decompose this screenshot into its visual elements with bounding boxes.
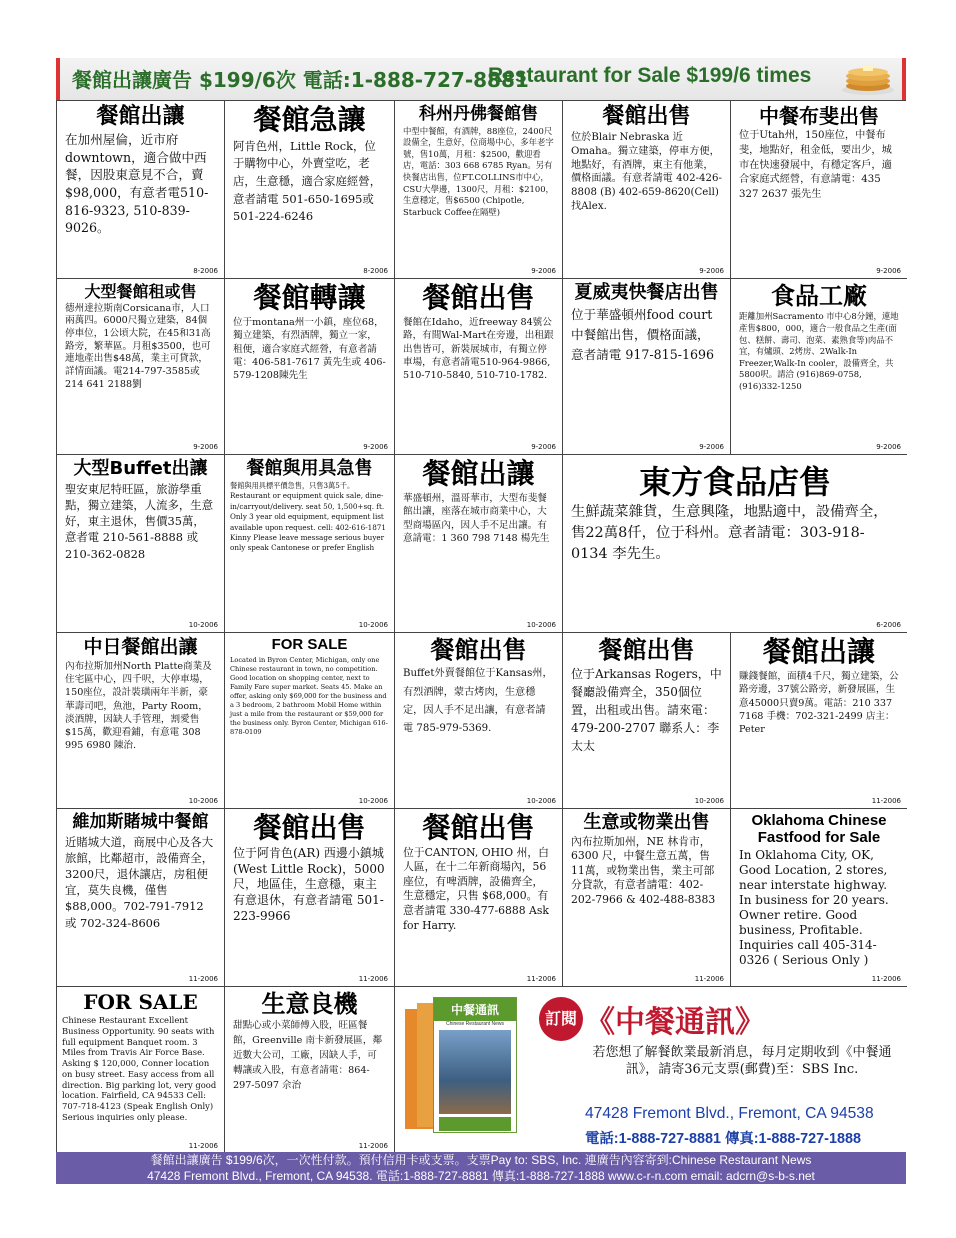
ad-date: 10-2006: [188, 621, 218, 629]
subscribe-badge: 訂閱: [539, 997, 583, 1041]
ad-cell: [563, 279, 731, 455]
ad-body: 阿肯色州，Little Rock，位于購物中心，外賣堂吃，老店，生意穩，適合家庭經營，意者請電 501-650-1695或 501-224-6246: [233, 138, 382, 224]
magazine-subtitle: Chinese Restaurant News: [445, 1021, 505, 1027]
ad-body: 甜點心或小菜師傅入股，旺區餐館，Greenville 南卡新發展區，鄰近數大公司，工廠，因缺人手，可轉讓或入股，有意者請電：864-297-5097 佘治: [233, 1020, 383, 1091]
ad-date: 11-2006: [871, 797, 901, 805]
ad-title: 餐館出售: [422, 281, 535, 314]
ad-title: 夏威夷快餐店出售: [574, 282, 719, 303]
ad-cell: [57, 633, 225, 809]
ad-date: 9-2006: [531, 443, 556, 451]
ad-title: 維加斯賭城中餐館: [72, 812, 209, 832]
ad-date: 6-2006: [876, 621, 901, 629]
pancake-icon: [840, 62, 896, 96]
ad-body: 位于阿肯色(AR) 西邊小鎮城(West Little Rock)，5000 尺，地區佳，生意穩，東主有意退休，有意者請電 501-223-9966: [233, 845, 389, 924]
ad-body: 位于Arkansas Rogers，中餐廳設備齊全，350個位置，出租或出售。請來電：479-200-2707 聯系人：李太太: [571, 667, 722, 754]
ad-cell: [563, 633, 731, 809]
ad-title: 餐館出售: [253, 811, 366, 844]
ad-title: 中餐布斐出售: [759, 104, 879, 128]
ad-date: 10-2006: [188, 797, 218, 805]
ad-date: 10-2006: [358, 621, 388, 629]
page-footer: [56, 1152, 906, 1184]
ad-cell: [731, 279, 907, 455]
ad-body: 位于Utah州，150座位，中餐布斐，地點好，租金低，要出少，城市在快速發展中，有穩定客戶，適合家庭式經營，有意請電：435 327 2637 張先生: [739, 130, 892, 201]
ad-title: 東方食品店售: [638, 463, 831, 501]
ad-body: 中型中餐館，有酒牌，88座位，2400尺設備全，生意好，位商場中心，多年老字號，售10萬，月租：$2500，歡迎看店，電話：303 668 6785 Ryan。另有快餐店出售，位FT.COLLINS市中心，CSU大學邊，1300尺，月租：$2100，生意穩定，售$6500 (Chipotle, Starbuck Coffee在隔壁): [403, 125, 554, 217]
ad-cell: [225, 455, 395, 633]
ad-date: 9-2006: [699, 443, 724, 451]
ad-date: 9-2006: [193, 443, 218, 451]
ad-cell: [225, 633, 395, 809]
ad-cell: [731, 809, 907, 987]
ad-cell: [731, 633, 907, 809]
ad-body: 近賭城大道，商展中心及各大旅館，比鄰超市，設備齊全，3200尺，退休讓店，房租便宜，莫失良機，僅售$88,000。702-791-7912 或 702-324-8606: [65, 834, 214, 930]
ad-cell: [57, 455, 225, 633]
ad-cell: [395, 809, 563, 987]
ad-date: 9-2006: [876, 443, 901, 451]
promo-phones: 電話:1-888-727-8881 傳真:1-888-727-1888: [585, 1131, 861, 1147]
ad-title: 餐館轉讓: [253, 281, 366, 314]
ad-title: 餐館出讓: [96, 104, 185, 129]
subscription-promo: [395, 987, 907, 1153]
ad-body: 賺錢餐館，面積4千尺，獨立建築，公路旁邊，37號公路旁，新發展區，生意45000只賣9萬。電話：210 337 7168 手機：702-321-2499 店主：Peter: [739, 670, 899, 736]
ad-date: 10-2006: [526, 797, 556, 805]
ad-date: 11-2006: [188, 1142, 218, 1150]
ad-title: 餐館出售: [430, 636, 527, 664]
ad-body: 內布拉斯加州North Platte商業及住宅區中心，四千呎，大停車場，150座位，設計裝璜兩年半新，豪華壽司吧，魚池，Party Room，淡酒牌，因缺人手管理，割愛售$15萬，歡迎看鋪，有意電 308 995 6980 陳治.: [65, 660, 212, 752]
ad-cell: [57, 987, 225, 1153]
ad-cell: [225, 987, 395, 1153]
ad-body: Located in Byron Center, Michigan, only one Chinese restaurant in town, no competition. Good location on shopping center, next to Family Fare super market. Seats 45. Make an offer, asking only $69,000 for the business and a 3 bedroom, 2 bathroom Mobil Home within just a mile from the restaurant or $59,000 for the business only. Byron Center, Michigan 616-878-0109: [230, 655, 389, 737]
footer-line-2: 47428 Fremont Blvd., Fremont, CA 94538. 電話:1-888-727-8881 傳真:1-888-727-1888 www.c-r-n.com email: adcrn@s-b-s.net: [147, 1169, 815, 1183]
ad-body: In Oklahoma City, OK, Good Location, 2 stores, near interstate highway. In business for 20 years. Owner retire. Good business, Profitable. Inquiries call 405-314-0326 ( Serious Only ): [739, 848, 893, 967]
ad-title: 餐館出售: [602, 104, 691, 129]
ad-body: 位于montana州一小鎮，座位68，獨立建築，有烈酒牌，獨立一家，租便，適合家庭式經營，有意者請電：406-581-7617 黃先生或 406-579-1208陳先生: [233, 316, 386, 382]
ad-cell: [57, 101, 225, 279]
ad-body: Chinese Restaurant Excellent Business Opportunity. 90 seats with full equipment Banquet room. 3 Miles from Travis Air Force Base. Asking $ 120,000, Conner location on busy street. Easy access from all direction. Big parking lot, very good location. Fairfield, CA 94533 Cell: 707-718-4123 (Speak English Only) Serious inquiries only please.: [62, 1015, 219, 1122]
ad-cell: [395, 101, 563, 279]
header-english-text: Restaurant for Sale $199/6 times: [488, 64, 812, 87]
promo-address: 47428 Fremont Blvd., Fremont, CA 94538: [585, 1105, 874, 1122]
ad-title: 生意良機: [261, 990, 358, 1018]
ad-body: 餐館與用具標平價急售，只售3萬5千。Restaurant or equipment quick sale, dine-in/carryout/delivery. seat 50, 1,500+sq. ft. Only 3 year old equipment, equipment list available upon request. cell: 402-616-1871 Kinny Please leave message serious buyer only speak Cantonese or prefer English: [230, 480, 389, 553]
ad-title: 中日餐館出讓: [83, 636, 198, 658]
ad-title: 餐館出售: [422, 811, 535, 844]
ad-title: 科州丹佛餐館售: [419, 104, 538, 124]
ad-body: 生鮮蔬菜雜貨，生意興隆，地點適中，設備齊全，售22萬8仟，位于科州。意者請電：303-918-0134 李先生。: [571, 504, 888, 562]
ad-body: 位於Blair Nebraska 近Omaha。獨立建築，停車方便，地點好，有酒牌，東主有他業，價格面議。有意者請電 402-426-8808 (B) 402-659-8620(Cell) 找Alex.: [571, 132, 723, 213]
ad-cell: [563, 101, 731, 279]
ad-title: 大型Buffet出讓: [73, 458, 208, 479]
ad-title: 餐館與用具急售: [246, 458, 373, 479]
ad-date: 9-2006: [363, 443, 388, 451]
ad-cell: [225, 101, 395, 279]
ad-title: 餐館出售: [598, 636, 695, 664]
magazine-photo: [439, 1030, 511, 1114]
ad-title: FOR SALE: [83, 990, 198, 1014]
ad-title: FOR SALE: [271, 636, 348, 653]
ad-date: 9-2006: [699, 267, 724, 275]
ad-cell: [563, 809, 731, 987]
ad-cell: [563, 455, 907, 633]
ad-body: 在加州屋倫，近市府downtown，適合做中西餐，因股東意見不合，賣$98,000，有意者電510-816-9323, 510-839-9026。: [65, 132, 209, 236]
page-header: [56, 58, 906, 100]
ads-grid: [56, 100, 906, 1152]
ad-title: Oklahoma Chinese Fastfood for Sale: [751, 812, 887, 846]
ad-cell: [57, 809, 225, 987]
ad-body: 內布拉斯加州，NE 林肯市，6300 尺，中餐生意五萬，售11萬，或物業出售，業主可部分貸款，有意者請電：402-202-7966 & 402-488-8383: [571, 834, 716, 907]
ad-body: 華盛頓州，溫哥華市，大型布斐餐館出讓，座落在城市商業中心，大型商場區內，因人手不足出讓。有意請電：1 360 798 7148 楊先生: [403, 492, 550, 545]
ad-date: 8-2006: [363, 267, 388, 275]
ad-date: 10-2006: [694, 797, 724, 805]
ad-body: 位于CANTON, OHIO 州，白人區，在十二年新商場內，56座位，有啤酒牌，設備齊全，生意穩定，只售 $68,000。有意者請電 330-477-6888 Ask for Harry.: [403, 845, 553, 932]
ad-date: 11-2006: [694, 975, 724, 983]
ad-date: 11-2006: [358, 1142, 388, 1150]
ad-body: 位于華盛頓州food court 中餐館出售，價格面議，意者請電 917-815-1696: [571, 306, 717, 363]
ad-date: 9-2006: [876, 267, 901, 275]
ad-cell: [395, 455, 563, 633]
ad-date: 10-2006: [526, 621, 556, 629]
footer-line-1: 餐館出讓廣告 $199/6次，一次性付款。預付信用卡或支票。支票Pay to: SBS, Inc. 連廣告內容寄到:Chinese Restaurant News: [150, 1153, 812, 1167]
ad-date: 9-2006: [531, 267, 556, 275]
ad-body: 餐館在Idaho，近freeway 84號公路，有間Wal-Mart在旁邊，出租跟出售皆可，新裝展城市，有獨立停車場，有意者請電510-964-9866, 510-710-5840, 510-710-1782.: [403, 316, 554, 382]
ad-cell: [225, 279, 395, 455]
ad-cell: [225, 809, 395, 987]
ad-date: 11-2006: [526, 975, 556, 983]
promo-text: 若您想了解餐飲業最新消息，每月定期收到《中餐通訊》，請寄36元支票(郵費)至：SBS Inc.: [592, 1045, 892, 1077]
ad-title: 餐館急讓: [253, 103, 366, 136]
header-chinese-text: 餐館出讓廣告 $199/6次 電話:1-888-727-8881: [72, 68, 529, 92]
ad-body: 距離加州Sacramento 市中心8分鐘，連地產售$800，000，適合一般食品之生產(面包、糕餅、壽司、泡菜、素熟食等)肉品不宜，有爐頭、2烤房、2Walk-In Freezer,Walk-In cooler，設備齊全，共5800呎。請洽 (916)869-0758, (916)332-1250: [739, 311, 899, 391]
ad-cell: [731, 101, 907, 279]
ad-body: Buffet外賣餐館位于Kansas州，有烈酒牌，蒙古烤肉，生意穩定，因人手不足出讓，有意者請電 785-979-5369.: [403, 668, 553, 735]
magazine-cover-front: [433, 997, 517, 1133]
promo-title: 《中餐通訊》: [585, 1005, 765, 1040]
ad-title: 生意或物業出售: [583, 812, 710, 833]
ad-cell: [57, 279, 225, 455]
ad-title: 大型餐館租或售: [84, 282, 197, 301]
ad-date: 11-2006: [871, 975, 901, 983]
ad-date: 8-2006: [193, 267, 218, 275]
ad-body: 聖安東尼特旺區，旅游學重點，獨立建築，人流多，生意好，東主退休，售價35萬，意者電 210-561-8888 或 210-362-0828: [65, 481, 214, 561]
ad-title: 食品工廠: [771, 282, 867, 310]
ad-body: 德州達拉斯南Corsicana市，人口兩萬四。6000尺獨立建築，84個停車位，1公頃大院，在45和31高路旁，繁華區。月租$3500，也可連地產出售$48萬，業主可貸款，詳情面議。電214-797-3585或214 641 2188劉: [65, 302, 211, 390]
ad-title: 餐館出讓: [762, 635, 875, 668]
ad-date: 11-2006: [358, 975, 388, 983]
ad-date: 10-2006: [358, 797, 388, 805]
ad-cell: [395, 279, 563, 455]
ad-cell: [395, 633, 563, 809]
ad-date: 11-2006: [188, 975, 218, 983]
magazine-title: 中餐通訊: [434, 998, 516, 1021]
ad-title: 餐館出讓: [422, 457, 535, 490]
